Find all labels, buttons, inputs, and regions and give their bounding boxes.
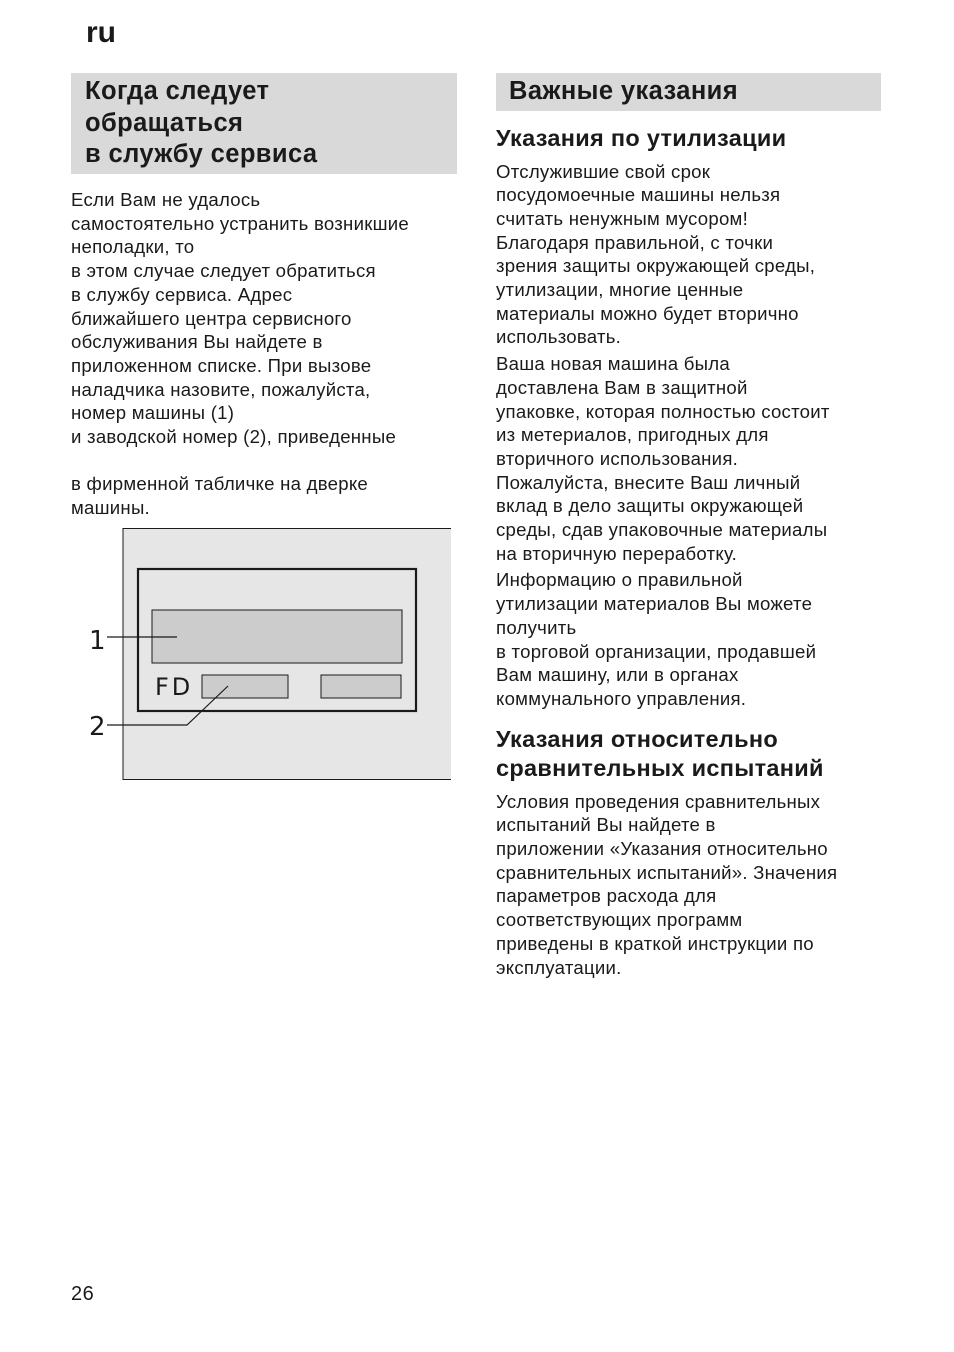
important-heading-box	[496, 73, 881, 111]
service-heading-box	[71, 73, 457, 174]
callout-label-1: 1	[89, 626, 106, 656]
comparison-heading: Указания относительно сравнительных испытаний	[496, 725, 824, 782]
important-heading: Важные указания	[509, 77, 739, 105]
disposal-paragraph-1: Отслужившие свой срок посудомоечные машины нельзя считать ненужным мусором! Благодаря правильной, с точки зрения защиты окружающей среды, утилизации, многие ценные материалы можно будет вторично использовать.	[496, 160, 816, 348]
disposal-heading: Указания по утилизации	[496, 125, 787, 151]
disposal-paragraph-2: Ваша новая машина была доставлена Вам в защитной упаковке, которая полностью состоит из метериалов, пригодных для вторичного использования. Пожалуйста, внесите Ваш личный вклад в дело защиты окружающей среды, сдав упаковочные материалы на вторичную переработку.	[496, 353, 830, 564]
plate-extra-field	[321, 675, 401, 698]
service-heading: Когда следует обращаться в службу сервиса	[85, 77, 318, 168]
comparison-paragraph: Условия проведения сравнительных испытаний Вы найдете в приложении «Указания относительно сравнительных испытаний». Значения параметров расхода для соответствующих программ приведены в краткой инструкции по эксплуатации.	[496, 790, 838, 978]
language-code: ru	[86, 16, 116, 49]
serial-number-field	[202, 675, 288, 698]
service-paragraph: Если Вам не удалось самостоятельно устранить возникшие неполадки, то в этом случае следует обратиться в службу сервиса. Адрес ближайшего центра сервисного обслуживания Вы найдете в приложенном списке. При вызове наладчика назовите, пожалуйста, номер машины (1) и заводской номер (2), приведенные в фирменной табличке на дверке машины.	[71, 189, 409, 519]
page-number: 26	[71, 1283, 95, 1305]
machine-number-field	[152, 610, 402, 663]
plate-fd-label: FD	[155, 673, 194, 701]
important-text	[496, 124, 880, 982]
rating-plate-figure	[71, 528, 451, 780]
callout-label-2: 2	[89, 712, 106, 742]
service-text	[71, 188, 451, 523]
disposal-paragraph-3: Информацию о правильной утилизации материалов Вы можете получить в торговой организации, продавшей Вам машину, или в органах коммунального управления.	[496, 569, 817, 709]
